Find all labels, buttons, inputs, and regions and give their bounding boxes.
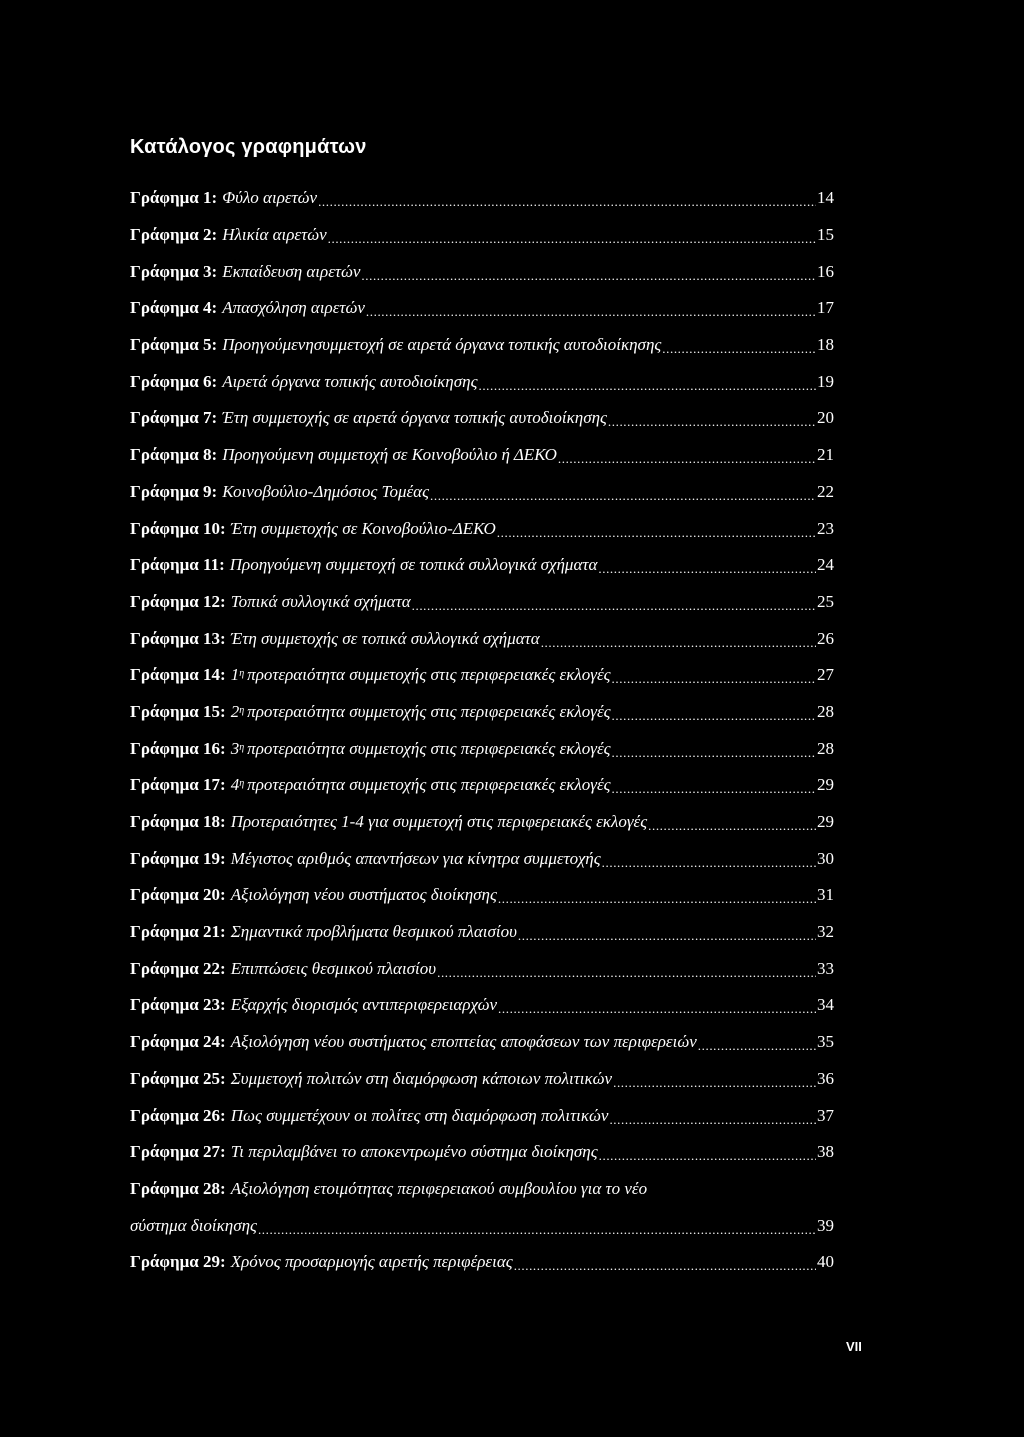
- toc-entry[interactable]: [130, 437, 834, 474]
- dot-leader: [498, 891, 816, 907]
- dot-leader: [612, 671, 816, 687]
- toc-entry-label: Γράφημα 18:: [130, 812, 226, 832]
- toc-entry[interactable]: [130, 730, 834, 767]
- toc-entry[interactable]: [130, 877, 834, 914]
- toc-entry-title: Τι περιλαμβάνει το αποκεντρωμένο σύστημα διοίκησης: [230, 1142, 598, 1162]
- toc-entry-page: 14: [817, 188, 834, 208]
- toc-entry-label: Γράφημα 8:: [130, 445, 218, 465]
- dot-leader: [478, 378, 816, 394]
- toc-entry-title: Τοπικά συλλογικά σχήματα: [230, 591, 411, 611]
- toc-entry-page: 29: [817, 775, 834, 795]
- dot-leader: [612, 708, 816, 724]
- toc-entry-title: Αξιολόγηση ετοιμότητας περιφερειακού συμβουλίου για το νέο: [230, 1178, 648, 1198]
- toc-entry-title: Έτη συμμετοχής σε Κοινοβούλιο-ΔΕΚΟ: [230, 518, 496, 538]
- toc-entry-label: Γράφημα 20:: [130, 885, 226, 905]
- dot-leader: [437, 965, 816, 981]
- dot-leader: [612, 781, 816, 797]
- toc-entry-title: Προηγούμενησυμμετοχή σε αιρετά όργανα τοπικής αυτοδιοίκησης: [222, 335, 662, 355]
- toc-entry[interactable]: [130, 1244, 834, 1281]
- toc-entry[interactable]: [130, 584, 834, 621]
- toc-entry[interactable]: [130, 657, 834, 694]
- toc-entry[interactable]: [130, 363, 834, 400]
- toc-entry-title: Ηλικία αιρετών: [222, 225, 327, 245]
- dot-leader: [602, 855, 816, 871]
- toc-entry-page: 17: [817, 298, 834, 318]
- toc-entry[interactable]: [130, 950, 834, 987]
- toc-entry-page: 15: [817, 225, 834, 245]
- page-title: Κατάλογος γραφημάτων: [130, 136, 367, 158]
- dot-leader: [599, 1148, 816, 1164]
- toc-entry-label: Γράφημα 24:: [130, 1032, 226, 1052]
- dot-leader: [608, 414, 816, 430]
- toc-entry-title: Πως συμμετέχουν οι πολίτες στη διαμόρφωση πολιτικών: [230, 1105, 609, 1125]
- toc-entry-title: Εξαρχής διορισμός αντιπεριφερειαρχών: [230, 995, 498, 1015]
- toc-entry-page: 39: [817, 1215, 834, 1235]
- toc-entry-page: 16: [817, 261, 834, 281]
- toc-entry-label: Γράφημα 2:: [130, 225, 218, 245]
- toc-entry-page: 36: [817, 1068, 834, 1088]
- dot-leader: [498, 1001, 816, 1017]
- dot-leader: [258, 1222, 816, 1238]
- toc-entry-title: Σημαντικά προβλήματα θεσμικού πλαισίου: [230, 922, 517, 942]
- dot-leader: [318, 194, 816, 210]
- toc-entry[interactable]: [130, 840, 834, 877]
- toc-entry[interactable]: [130, 400, 834, 437]
- toc-entry-label: Γράφημα 23:: [130, 995, 226, 1015]
- toc-entry[interactable]: [130, 694, 834, 731]
- toc-entry-label: Γράφημα 11:: [130, 555, 225, 575]
- toc-entry-page: 22: [817, 481, 834, 501]
- toc-entry-page: 40: [817, 1252, 834, 1272]
- dot-leader: [328, 231, 816, 247]
- toc-entry-title: Μέγιστος αριθμός απαντήσεων για κίνητρα συμμετοχής: [230, 848, 601, 868]
- ordinal-suffix: η: [239, 741, 245, 753]
- toc-entry-label: Γράφημα 22:: [130, 958, 226, 978]
- toc-entry-page: 32: [817, 922, 834, 942]
- toc-entry[interactable]: [130, 1134, 834, 1171]
- toc-entry-page: 28: [817, 701, 834, 721]
- toc-entry-label: Γράφημα 27:: [130, 1142, 226, 1162]
- toc-entry-title: Αξιολόγηση νέου συστήματος εποπτείας αποφάσεων των περιφερειών: [230, 1032, 697, 1052]
- toc-entry-page: 21: [817, 445, 834, 465]
- toc-entry-page: 29: [817, 812, 834, 832]
- toc-list: [130, 180, 834, 1281]
- toc-entry[interactable]: [130, 290, 834, 327]
- dot-leader: [612, 745, 816, 761]
- toc-entry-title: Επιπτώσεις θεσμικού πλαισίου: [230, 958, 437, 978]
- toc-entry-page: 37: [817, 1105, 834, 1125]
- toc-entry-label: Γράφημα 7:: [130, 408, 218, 428]
- toc-entry[interactable]: [130, 1061, 834, 1098]
- toc-entry-label: Γράφημα 9:: [130, 481, 218, 501]
- toc-entry-label: Γράφημα 10:: [130, 518, 226, 538]
- dot-leader: [662, 341, 816, 357]
- toc-entry-title: [231, 702, 611, 722]
- toc-entry-label: Γράφημα 5:: [130, 335, 218, 355]
- toc-entry-label: Γράφημα 1:: [130, 188, 218, 208]
- toc-entry-title: Προηγούμενη συμμετοχή σε τοπικά συλλογικά σχήματα: [229, 555, 598, 575]
- toc-entry-label: Γράφημα 21:: [130, 922, 226, 942]
- toc-entry-title: Αιρετά όργανα τοπικής αυτοδιοίκησης: [222, 371, 478, 391]
- toc-entry-page: 20: [817, 408, 834, 428]
- dot-leader: [361, 268, 816, 284]
- toc-entry-page: 31: [817, 885, 834, 905]
- toc-entry[interactable]: [130, 474, 834, 511]
- toc-entry-page: 18: [817, 335, 834, 355]
- toc-entry-title-text: προτεραιότητα συμμετοχής στις περιφερειακές εκλογές: [247, 775, 611, 795]
- toc-entry-label: Γράφημα 3:: [130, 261, 218, 281]
- ordinal-suffix: η: [239, 778, 245, 790]
- toc-entry-title-continuation: σύστημα διοίκησης: [130, 1215, 257, 1235]
- toc-entry-line: [130, 1171, 834, 1208]
- dot-leader: [598, 561, 816, 577]
- ordinal-suffix: η: [239, 704, 245, 716]
- toc-entry[interactable]: [130, 1171, 834, 1244]
- toc-entry-title-text: προτεραιότητα συμμετοχής στις περιφερειακές εκλογές: [247, 701, 611, 721]
- toc-entry-label: Γράφημα 14:: [130, 665, 226, 685]
- dot-leader: [412, 598, 816, 614]
- ordinal-number: 3: [230, 738, 240, 758]
- toc-entry-label: Γράφημα 29:: [130, 1252, 226, 1272]
- toc-entry-label: Γράφημα 17:: [130, 775, 226, 795]
- toc-entry[interactable]: [130, 620, 834, 657]
- toc-entry[interactable]: [130, 1097, 834, 1134]
- toc-entry-label: Γράφημα 12:: [130, 591, 226, 611]
- ordinal-number: 1: [230, 665, 240, 685]
- toc-entry[interactable]: [130, 914, 834, 951]
- toc-entry-label: Γράφημα 28:: [130, 1178, 226, 1198]
- toc-entry-label: Γράφημα 4:: [130, 298, 218, 318]
- toc-entry[interactable]: [130, 1024, 834, 1061]
- toc-entry[interactable]: [130, 547, 834, 584]
- toc-entry[interactable]: [130, 180, 834, 217]
- toc-entry-title: Κοινοβούλιο-Δημόσιος Τομέας: [222, 481, 430, 501]
- dot-leader: [558, 451, 816, 467]
- toc-entry-label: Γράφημα 6:: [130, 371, 218, 391]
- page-number: VII: [846, 1339, 862, 1354]
- dot-leader: [366, 304, 816, 320]
- toc-entry-page: 24: [817, 555, 834, 575]
- toc-entry-title: Προτεραιότητες 1-4 για συμμετοχή στις περιφερειακές εκλογές: [230, 812, 648, 832]
- toc-entry-label: Γράφημα 15:: [130, 701, 226, 721]
- toc-entry[interactable]: [130, 510, 834, 547]
- toc-entry-title: Εκπαίδευση αιρετών: [222, 261, 361, 281]
- toc-entry-title: Έτη συμμετοχής σε αιρετά όργανα τοπικής αυτοδιοίκησης: [222, 408, 607, 428]
- toc-entry-title-text: προτεραιότητα συμμετοχής στις περιφερειακές εκλογές: [247, 738, 611, 758]
- toc-entry-label: Γράφημα 26:: [130, 1105, 226, 1125]
- toc-entry-page: 26: [817, 628, 834, 648]
- ordinal-suffix: η: [239, 668, 245, 680]
- toc-entry-title: [231, 775, 611, 795]
- toc-entry-title: Αξιολόγηση νέου συστήματος διοίκησης: [230, 885, 497, 905]
- toc-entry[interactable]: [130, 804, 834, 841]
- toc-entry-title: [231, 665, 611, 685]
- dot-leader: [514, 1258, 816, 1274]
- toc-entry-page: 28: [817, 738, 834, 758]
- toc-entry-page: 35: [817, 1032, 834, 1052]
- dot-leader: [648, 818, 816, 834]
- toc-entry-title: [231, 739, 611, 759]
- toc-entry-page: 25: [817, 591, 834, 611]
- toc-entry-title: Φύλο αιρετών: [222, 188, 318, 208]
- toc-entry-page: 19: [817, 371, 834, 391]
- toc-entry-page: 23: [817, 518, 834, 538]
- dot-leader: [430, 488, 816, 504]
- toc-entry[interactable]: [130, 987, 834, 1024]
- toc-entry-label: Γράφημα 19:: [130, 848, 226, 868]
- toc-entry-label: Γράφημα 16:: [130, 738, 226, 758]
- toc-entry-page: 34: [817, 995, 834, 1015]
- toc-entry-title: Έτη συμμετοχής σε τοπικά συλλογικά σχήματα: [230, 628, 540, 648]
- toc-entry-line: [130, 1207, 834, 1244]
- toc-entry[interactable]: [130, 253, 834, 290]
- dot-leader: [609, 1112, 816, 1128]
- dot-leader: [541, 635, 816, 651]
- toc-entry-title: Προηγούμενη συμμετοχή σε Κοινοβούλιο ή ΔΕΚΟ: [222, 445, 557, 465]
- dot-leader: [613, 1075, 816, 1091]
- toc-entry-title: Χρόνος προσαρμογής αιρετής περιφέρειας: [230, 1252, 513, 1272]
- toc-entry[interactable]: [130, 327, 834, 364]
- ordinal-number: 2: [230, 701, 240, 721]
- toc-entry-label: Γράφημα 25:: [130, 1068, 226, 1088]
- toc-entry-title: Απασχόληση αιρετών: [222, 298, 365, 318]
- ordinal-number: 4: [230, 775, 240, 795]
- toc-entry-page: 38: [817, 1142, 834, 1162]
- toc-entry-title: Συμμετοχή πολιτών στη διαμόρφωση κάποιων πολιτικών: [230, 1068, 613, 1088]
- dot-leader: [497, 525, 816, 541]
- toc-entry-label: Γράφημα 13:: [130, 628, 226, 648]
- toc-entry[interactable]: [130, 767, 834, 804]
- dot-leader: [518, 928, 816, 944]
- toc-entry[interactable]: [130, 217, 834, 254]
- toc-entry-page: 27: [817, 665, 834, 685]
- toc-entry-page: 33: [817, 958, 834, 978]
- toc-entry-title-text: προτεραιότητα συμμετοχής στις περιφερειακές εκλογές: [247, 665, 611, 685]
- toc-entry-page: 30: [817, 848, 834, 868]
- dot-leader: [698, 1038, 816, 1054]
